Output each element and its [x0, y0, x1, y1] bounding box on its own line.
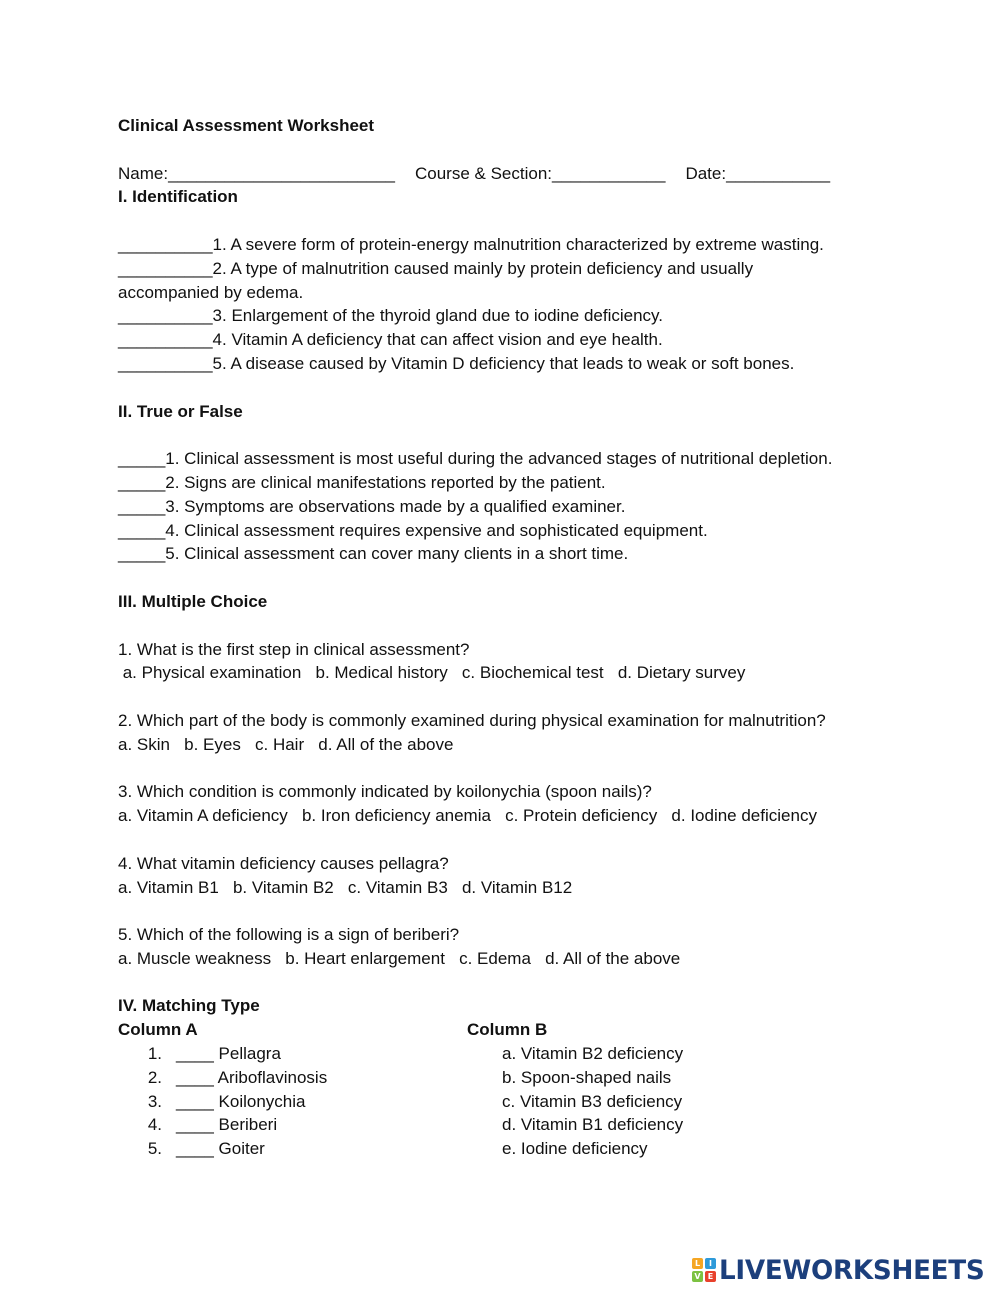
matching-row: [118, 1042, 938, 1066]
identification-item[interactable]: __________4. Vitamin A deficiency that can affect vision and eye health.: [118, 330, 663, 350]
matching-answer: c. Vitamin B3 deficiency: [502, 1091, 683, 1111]
mc-question: 5. Which of the following is a sign of beriberi?: [118, 925, 460, 945]
identification-item[interactable]: __________1. A severe form of protein-energy malnutrition characterized by extreme wasting.: [118, 234, 824, 254]
logo-blocks-icon: L I V E: [692, 1258, 716, 1282]
matching-number: 3.: [147, 1091, 162, 1111]
true-false-item[interactable]: _____5. Clinical assessment can cover many clients in a short time.: [118, 544, 629, 564]
matching-term[interactable]: ____ Goiter: [176, 1139, 265, 1159]
matching-row: [118, 1113, 938, 1137]
date-field[interactable]: Date:___________: [685, 163, 831, 183]
worksheet-title: Clinical Assessment Worksheet: [118, 116, 375, 135]
column-a-heading: Column A: [118, 1020, 198, 1040]
matching-term[interactable]: ____ Ariboflavinosis: [176, 1067, 328, 1087]
mc-question: 1. What is the first step in clinical assessment?: [118, 639, 470, 659]
identification-heading: I. Identification: [118, 187, 238, 207]
matching-row: [118, 1066, 938, 1090]
matching-row: [118, 1090, 938, 1114]
logo-text: LIVEWORKSHEETS: [719, 1254, 985, 1286]
mc-options[interactable]: a. Skin b. Eyes c. Hair d. All of the above: [118, 734, 454, 754]
multiple-choice-heading: III. Multiple Choice: [118, 591, 268, 611]
identification-item[interactable]: __________2. A type of malnutrition caused mainly by protein deficiency and usually accompanied by edema.: [118, 258, 754, 302]
mc-question: 3. Which condition is commonly indicated by koilonychia (spoon nails)?: [118, 782, 652, 802]
matching-term[interactable]: ____ Koilonychia: [176, 1091, 306, 1111]
matching-answer: a. Vitamin B2 deficiency: [502, 1044, 684, 1064]
matching-row: [118, 1137, 938, 1161]
true-false-item[interactable]: _____4. Clinical assessment requires expensive and sophisticated equipment.: [118, 520, 708, 540]
true-false-item[interactable]: _____1. Clinical assessment is most useful during the advanced stages of nutritional depletion.: [118, 449, 833, 469]
worksheet-page: [118, 114, 938, 1161]
matching-heading: IV. Matching Type: [118, 996, 260, 1016]
identification-item[interactable]: __________3. Enlargement of the thyroid gland due to iodine deficiency.: [118, 306, 664, 326]
column-b-heading: Column B: [467, 1020, 548, 1040]
matching-answer: e. Iodine deficiency: [502, 1139, 648, 1159]
mc-options[interactable]: a. Vitamin A deficiency b. Iron deficiency anemia c. Protein deficiency d. Iodine deficiency: [118, 806, 817, 826]
matching-term[interactable]: ____ Beriberi: [176, 1115, 278, 1135]
true-false-item[interactable]: _____2. Signs are clinical manifestations reported by the patient.: [118, 472, 606, 492]
matching-term[interactable]: ____ Pellagra: [176, 1044, 281, 1064]
matching-number: 2.: [147, 1067, 162, 1087]
liveworksheets-logo: [692, 1253, 993, 1287]
matching-answer: b. Spoon-shaped nails: [502, 1067, 672, 1087]
course-section-field[interactable]: Course & Section:____________: [414, 163, 666, 183]
true-false-item[interactable]: _____3. Symptoms are observations made by a qualified examiner.: [118, 496, 626, 516]
matching-column-headings: [118, 1018, 938, 1042]
true-false-heading: II. True or False: [118, 401, 243, 421]
mc-question: 4. What vitamin deficiency causes pellagra?: [118, 853, 449, 873]
matching-answer: d. Vitamin B1 deficiency: [502, 1115, 684, 1135]
matching-number: 4.: [147, 1115, 162, 1135]
mc-question: 2. Which part of the body is commonly examined during physical examination for malnutrition?: [118, 710, 826, 730]
mc-options[interactable]: a. Muscle weakness b. Heart enlargement c. Edema d. All of the above: [118, 948, 681, 968]
mc-options[interactable]: a. Vitamin B1 b. Vitamin B2 c. Vitamin B3 d. Vitamin B12: [118, 877, 573, 897]
matching-number: 1.: [147, 1044, 162, 1064]
name-field[interactable]: Name:________________________: [118, 163, 395, 183]
identification-item[interactable]: __________5. A disease caused by Vitamin D deficiency that leads to weak or soft bones.: [118, 353, 795, 373]
matching-number: 5.: [147, 1139, 162, 1159]
header-fields: [118, 162, 938, 186]
mc-options[interactable]: a. Physical examination b. Medical history c. Biochemical test d. Dietary survey: [118, 663, 746, 683]
